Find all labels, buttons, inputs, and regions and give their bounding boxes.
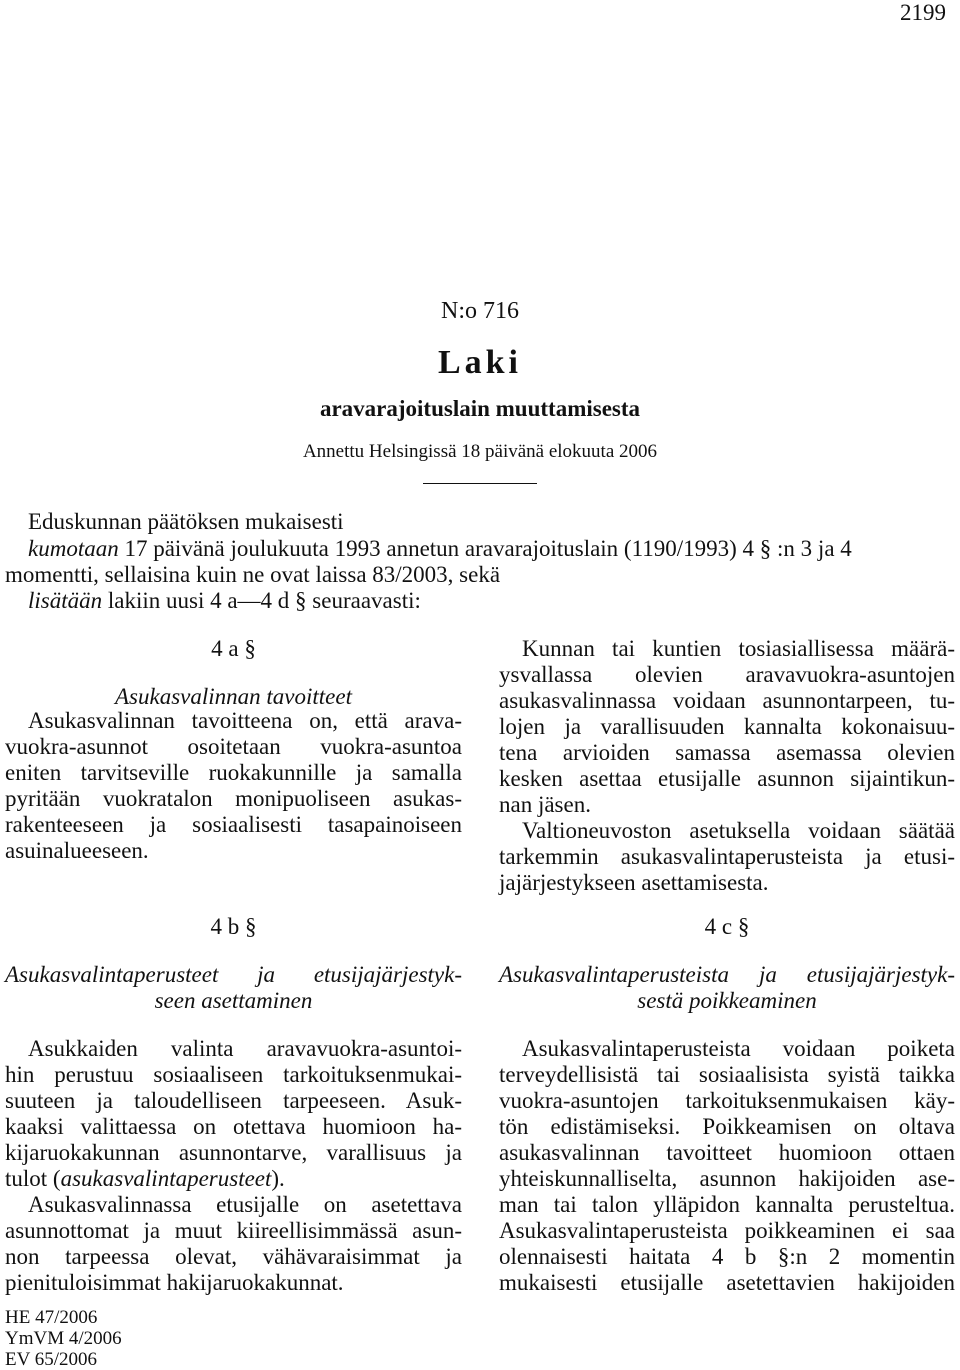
date-line: Annettu Helsingissä 18 päivänä elokuuta 2006: [302, 441, 658, 462]
paragraph-line: non tarpeessa olevat, vähävaraisimmat ja: [5, 1244, 462, 1269]
preamble-line: [28, 536, 852, 562]
paragraph-line: Asukasvalinnassa etusijalle on asetettava: [28, 1192, 462, 1217]
legislative-references: [5, 1307, 122, 1370]
reference: HE 47/2006: [5, 1307, 98, 1328]
paragraph-text: ).: [271, 1166, 285, 1191]
paragraph-line: Kunnan tai kuntien tosiasiallisessa määrä-: [522, 636, 955, 661]
section-subheading: seen asettaminen: [154, 988, 313, 1013]
page-number: 2199: [900, 0, 946, 25]
section-subheading: Asukasvalintaperusteet ja etusijajärjestyk-: [5, 962, 462, 987]
paragraph-text: tulot (: [5, 1166, 61, 1191]
paragraph-line: vuokra-asunnot osoitetaan vuokra-asuntoa: [5, 734, 462, 759]
paragraph-line: tön edistämiseksi. Poikkeamisen on oltava: [499, 1114, 955, 1139]
paragraph-line: kaaksi valittaessa on otettava huomioon ha-: [5, 1114, 462, 1139]
paragraph-line: kesken asettaa etusijalle asunnon sijaintikun-: [499, 766, 955, 791]
section-heading: 4 b §: [210, 914, 257, 939]
section-heading: 4 a §: [211, 636, 256, 661]
paragraph-line: asukasvalinnassa voidaan asunnontarpeen, tu-: [499, 688, 955, 713]
paragraph-line: lojen ja varallisuuden kannalta kokonaisuu-: [499, 714, 955, 739]
paragraph-line: terveydellisistä tai sosiaalisista syistä taikka: [499, 1062, 955, 1087]
paragraph-line: pyritään vuokratalon monipuoliseen asukas-: [5, 786, 462, 811]
reference: EV 65/2006: [5, 1349, 98, 1370]
paragraph-line: pienituloisimmat hakijaruokakunnat.: [5, 1270, 344, 1295]
reference: YmVM 4/2006: [5, 1328, 122, 1349]
preamble-text: 17 päivänä joulukuuta 1993 annetun aravarajoituslain (1190/1993) 4 § :n 3 ja 4: [118, 536, 852, 561]
paragraph-line: asukasvalinnan tavoitteet huomioon ottaen: [499, 1140, 955, 1165]
paragraph-line: hin perustuu sosiaaliseen tarkoituksenmukai-: [5, 1062, 462, 1087]
paragraph-line: eniten tarvitseville ruokakunnille ja samalla: [5, 760, 462, 785]
paragraph-line: jajärjestykseen asettamisesta.: [499, 870, 769, 895]
preamble-line: [28, 588, 421, 614]
paragraph-line: yhteiskunnalliselta, asunnon hakijoiden ase-: [499, 1166, 955, 1191]
paragraph-line: [5, 1166, 285, 1192]
paragraph-line: Asukkaiden valinta aravavuokra-asuntoi-: [28, 1036, 462, 1061]
paragraph-line: vuokra-asuntojen tarkoituksenmukaisen käy-: [499, 1088, 955, 1113]
paragraph-line: tarkemmin asukasvalintaperusteista ja etusi-: [499, 844, 955, 869]
document-title: aravarajoituslain muuttamisesta: [319, 396, 641, 421]
section-subheading: sestä poikkeaminen: [637, 988, 817, 1013]
document-number: N:o 716: [441, 298, 519, 324]
paragraph-line: Asukasvalinnan tavoitteena on, että arava-: [28, 708, 462, 733]
paragraph-line: ysvallassa olevien aravavuokra-asuntojen: [499, 662, 955, 687]
paragraph-line: Asukasvalintaperusteista poikkeaminen ei saa: [499, 1218, 955, 1243]
preamble-line: momentti, sellaisina kuin ne ovat laissa 83/2003, sekä: [5, 562, 501, 587]
paragraph-line: rakenteeseen ja sosiaalisesti tasapainoiseen: [5, 812, 462, 837]
paragraph-line: asunnottomat ja muut kiireellisimmässä asun-: [5, 1218, 462, 1243]
paragraph-line: man tai talon ylläpidon kannalta perusteltua.: [499, 1192, 955, 1217]
paragraph-line: olennaisesti haitata 4 b §:n 2 momentin: [499, 1244, 955, 1269]
section-subheading: Asukasvalintaperusteista ja etusijajärjestyk-: [499, 962, 955, 987]
paragraph-line: Valtioneuvoston asetuksella voidaan säätää: [522, 818, 955, 843]
section-subheading: Asukasvalinnan tavoitteet: [115, 684, 352, 709]
keyword: lisätään: [28, 588, 103, 613]
preamble-text: lakiin uusi 4 a—4 d § seuraavasti:: [102, 588, 421, 613]
paragraph-line: kijaruokakunnan asunnontarve, varallisuus ja: [5, 1140, 462, 1165]
defined-term: asukasvalintaperusteet: [60, 1166, 272, 1191]
paragraph-line: asuinalueeseen.: [5, 838, 149, 863]
paragraph-line: tena arvioiden samassa asemassa olevien: [499, 740, 955, 765]
document-type: Laki: [437, 344, 523, 381]
preamble-line: Eduskunnan päätöksen mukaisesti: [28, 509, 344, 534]
title-divider: [423, 483, 537, 484]
paragraph-line: mukaisesti etusijalle asetettavien hakijoiden: [499, 1270, 955, 1295]
paragraph-line: nan jäsen.: [499, 792, 591, 817]
paragraph-line: suuteen ja taloudelliseen tarpeeseen. Asuk-: [5, 1088, 462, 1113]
keyword: kumotaan: [28, 536, 119, 561]
section-heading: 4 c §: [704, 914, 750, 939]
paragraph-line: Asukasvalintaperusteista voidaan poiketa: [522, 1036, 955, 1061]
